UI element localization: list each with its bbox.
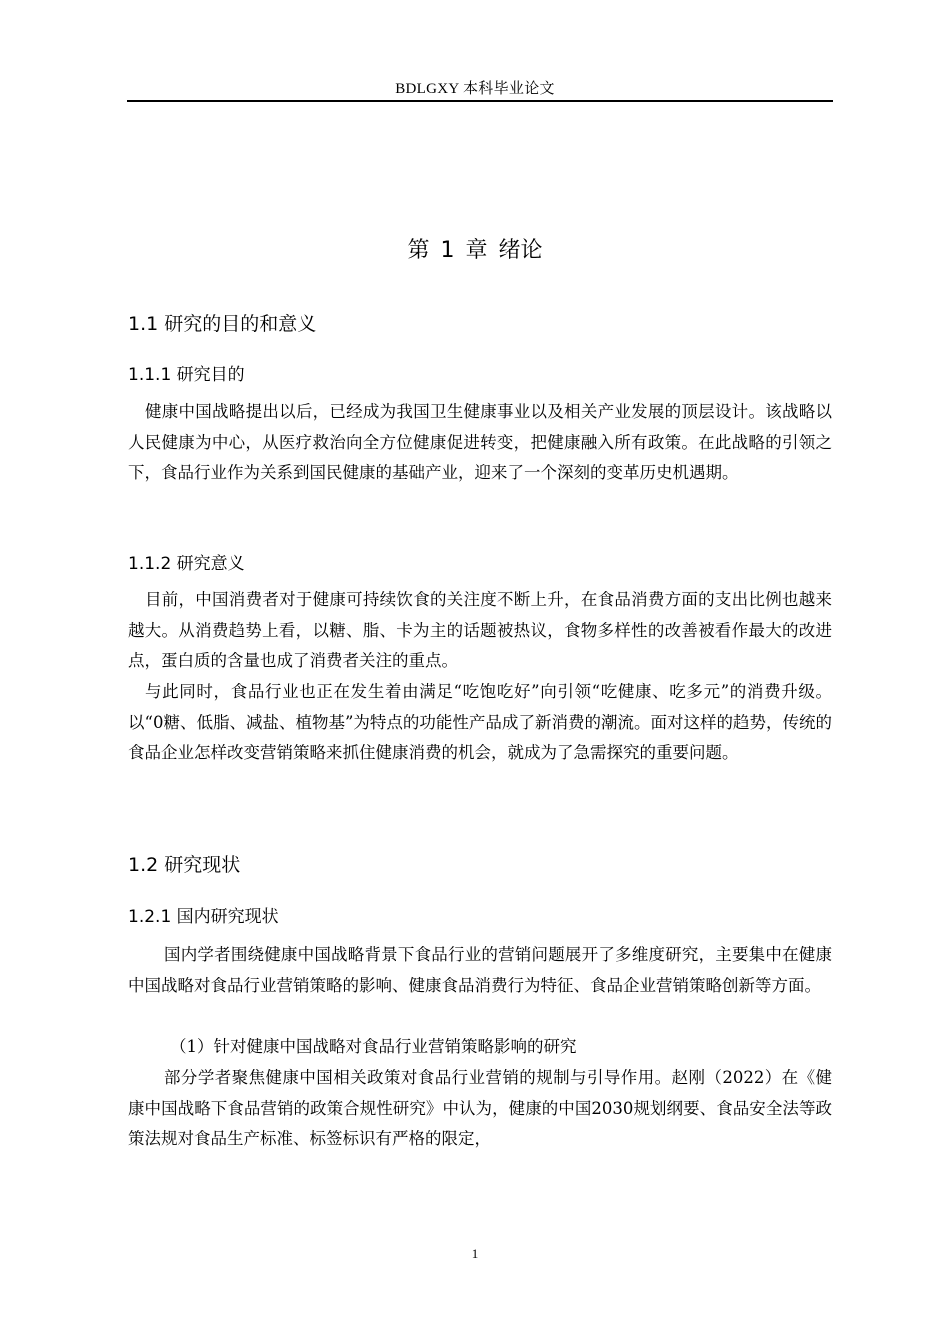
chapter-title: 第 1 章 绪论 — [407, 238, 543, 263]
section-heading-1-2: 1.2 研究现状 — [128, 854, 241, 876]
subsection-heading-1-1-1: 1.1.1 研究目的 — [128, 365, 245, 385]
subsection-heading-1-1-2: 1.1.2 研究意义 — [128, 554, 245, 574]
running-header: BDLGXY 本科毕业论文 — [395, 81, 555, 97]
page-number: 1 — [471, 1246, 479, 1261]
paragraph-domestic-research-1: 国内学者围绕健康中国战略背景下食品行业的营销问题展开了多维度研究，主要集中在健康中国战略对食品行业营销策略的影响、健康食品消费行为特征、食品企业营销策略创新等方面。 — [128, 945, 832, 995]
paragraph-research-purpose: 健康中国战略提出以后，已经成为我国卫生健康事业以及相关产业发展的顶层设计。该战略以人民健康为中心，从医疗救治向全方位健康促进转变，把健康融入所有政策。在此战略的引领之下，食品行业作为关系到国民健康的基础产业，迎来了一个深刻的变革历史机遇期。 — [128, 402, 832, 483]
paragraph-research-significance-1: 目前，中国消费者对于健康可持续饮食的关注度不断上升，在食品消费方面的支出比例也越来越大。从消费趋势上看，以糖、脂、卡为主的话题被热议，食物多样性的改善被看作最大的改进点，蛋白质的含量也成了消费者关注的重点。 — [128, 590, 832, 671]
subsection-heading-1-2-1: 1.2.1 国内研究现状 — [128, 907, 279, 927]
paragraph-research-significance-2: 与此同时，食品行业也正在发生着由满足“吃饱吃好”向引领“吃健康、吃多元”的消费升级。以“0糖、低脂、减盐、植物基”为特点的功能性产品成了新消费的潮流。面对这样的趋势，传统的食品企业怎样改变营销策略来抓住健康消费的机会，就成为了急需探究的重要问题。 — [128, 682, 832, 763]
header-divider — [127, 100, 833, 102]
section-heading-1-1: 1.1 研究的目的和意义 — [128, 313, 317, 335]
paragraph-domestic-research-2: 部分学者聚焦健康中国相关政策对食品行业营销的规制与引导作用。赵刚（2022）在《健康中国战略下食品营销的政策合规性研究》中认为，健康的中国2030规划纲要、食品安全法等政策法规对食品生产标准、标签标识有严格的限定， — [128, 1068, 832, 1149]
list-item-heading: （1）针对健康中国战略对食品行业营销策略影响的研究 — [170, 1037, 577, 1056]
